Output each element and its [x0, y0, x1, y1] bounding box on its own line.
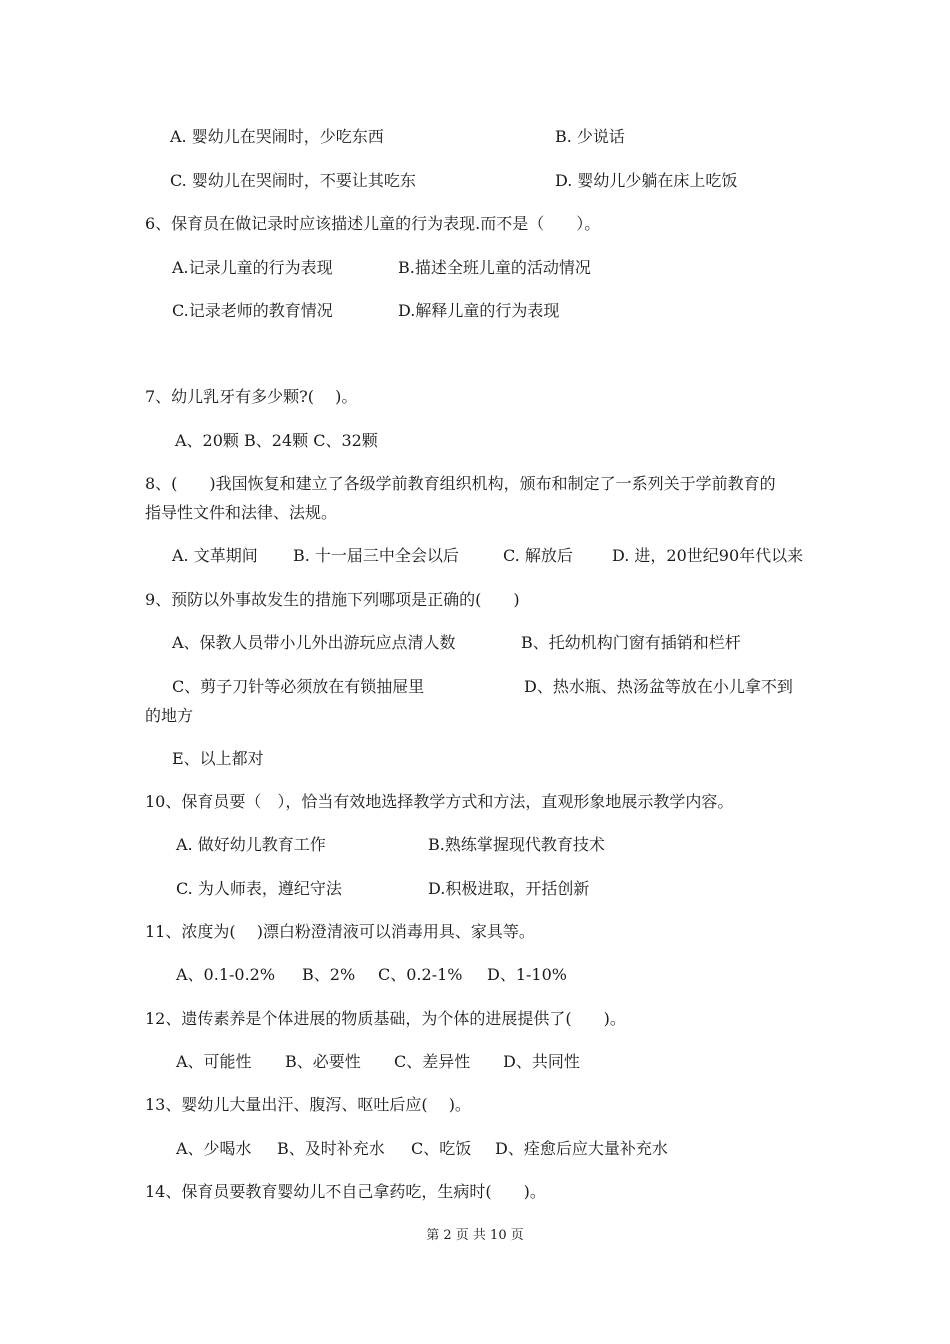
- q7-stem: 7、幼儿乳牙有多少颗?( )。: [145, 387, 358, 406]
- q13-option-a: A、少喝水: [176, 1139, 252, 1158]
- q8-stem-line1: 8、( )我国恢复和建立了各级学前教育组织机构，颁布和制定了一系列关于学前教育的: [145, 474, 776, 493]
- q12-stem: 12、遗传素养是个体进展的物质基础，为个体的进展提供了( )。: [145, 1009, 626, 1028]
- q8-option-b: B. 十一届三中全会以后: [293, 546, 459, 565]
- q11-option-a: A、0.1-0.2%: [176, 965, 276, 984]
- q8-option-d: D. 进，20世纪90年代以来: [612, 546, 804, 565]
- q10-option-c: C. 为人师表，遵纪守法: [176, 879, 342, 898]
- q12-option-b: B、必要性: [285, 1052, 361, 1071]
- q9-option-e: E、以上都对: [172, 749, 264, 768]
- q9-option-c: C、剪子刀针等必须放在有锁抽屉里: [172, 677, 425, 696]
- q13-option-d: D、痊愈后应大量补充水: [495, 1139, 668, 1158]
- q11-option-c: C、0.2-1%: [378, 965, 463, 984]
- q5-option-c: C. 婴幼儿在哭闹时，不要让其吃东: [170, 171, 416, 190]
- q6-stem: 6、保育员在做记录时应该描述儿童的行为表现.而不是（ ）。: [145, 214, 601, 233]
- page-number-footer: 第 2 页 共 10 页: [426, 1228, 524, 1243]
- q9-option-a: A、保教人员带小儿外出游玩应点清人数: [172, 633, 456, 652]
- q8-stem-line2: 指导性文件和法律、法规。: [145, 503, 338, 522]
- q6-option-c: C.记录老师的教育情况: [172, 301, 333, 320]
- q9-option-d-line2: 的地方: [145, 706, 194, 725]
- q10-option-d: D.积极进取，开括创新: [428, 879, 590, 898]
- q5-option-a: A. 婴幼儿在哭闹时，少吃东西: [170, 127, 384, 146]
- q14-stem: 14、保育员要教育婴幼儿不自己拿药吃，生病时( )。: [145, 1182, 546, 1201]
- q13-option-c: C、吃饭: [411, 1139, 472, 1158]
- q10-option-b: B.熟练掌握现代教育技术: [428, 835, 605, 854]
- q5-option-d: D. 婴幼儿少躺在床上吃饭: [555, 171, 738, 190]
- q13-option-b: B、及时补充水: [277, 1139, 385, 1158]
- q8-option-c: C. 解放后: [503, 546, 573, 565]
- q6-option-d: D.解释儿童的行为表现: [398, 301, 560, 320]
- q6-option-a: A.记录儿童的行为表现: [172, 258, 333, 277]
- q10-stem: 10、保育员要（ ），恰当有效地选择教学方式和方法，直观形象地展示教学内容。: [145, 792, 734, 811]
- q8-option-a: A. 文革期间: [172, 546, 258, 565]
- q12-option-d: D、共同性: [503, 1052, 580, 1071]
- q11-option-d: D、1-10%: [487, 965, 567, 984]
- q9-stem: 9、预防以外事故发生的措施下列哪项是正确的( ): [145, 590, 520, 609]
- q10-option-a: A. 做好幼儿教育工作: [176, 835, 326, 854]
- q7-options: A、20颗 B、24颗 C、32颗: [175, 431, 378, 450]
- q9-option-b: B、托幼机构门窗有插销和栏杆: [521, 633, 741, 652]
- q13-stem: 13、婴幼儿大量出汗、腹泻、呕吐后应( )。: [145, 1095, 471, 1114]
- q11-stem: 11、浓度为( )漂白粉澄清液可以消毒用具、家具等。: [145, 922, 535, 941]
- q12-option-c: C、差异性: [394, 1052, 471, 1071]
- q12-option-a: A、可能性: [176, 1052, 252, 1071]
- q6-option-b: B.描述全班儿童的活动情况: [398, 258, 591, 277]
- q9-option-d-line1: D、热水瓶、热汤盆等放在小儿拿不到: [524, 677, 793, 696]
- q5-option-b: B. 少说话: [555, 127, 625, 146]
- q11-option-b: B、2%: [302, 965, 356, 984]
